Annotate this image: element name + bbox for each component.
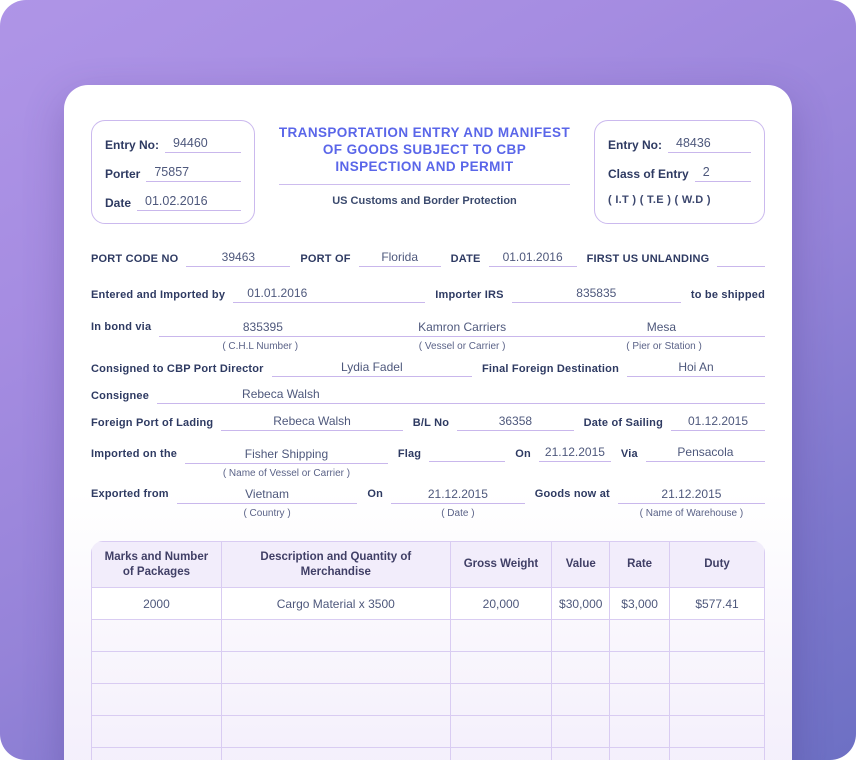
table-row-empty <box>92 652 765 684</box>
table-row <box>92 588 765 620</box>
empty-cell[interactable] <box>92 748 222 760</box>
row-port-code <box>91 250 765 267</box>
empty-cell[interactable] <box>450 716 552 748</box>
empty-cell[interactable] <box>92 652 222 684</box>
first-us-unlanding-label: FIRST US UNLANDING <box>586 253 710 265</box>
via-field[interactable]: Pensacola ​ <box>646 445 765 462</box>
entry-info-box-right <box>594 120 765 224</box>
empty-cell[interactable] <box>221 684 450 716</box>
cell-gross-weight[interactable]: 20,000 <box>450 588 552 620</box>
port-code-label: PORT CODE NO <box>91 253 179 265</box>
on1-field[interactable]: 21.12.2015 ​ <box>539 445 611 462</box>
empty-cell[interactable] <box>610 620 670 652</box>
cell-rate[interactable]: $3,000 <box>610 588 670 620</box>
consignee-label: Consignee <box>91 390 150 402</box>
port-code-field[interactable]: 39463 ​ <box>186 250 290 267</box>
empty-cell[interactable] <box>670 652 765 684</box>
empty-cell[interactable] <box>450 620 552 652</box>
date-row-label: DATE <box>450 253 481 265</box>
entered-imported-field[interactable]: 01.01.2016 ​ <box>233 286 425 303</box>
cell-duty[interactable]: $577.41 <box>670 588 765 620</box>
entry-no-label: Entry No: <box>105 138 159 152</box>
class-of-entry-field[interactable]: 2 <box>695 165 751 182</box>
imported-on-group <box>185 447 388 479</box>
empty-cell[interactable] <box>610 748 670 760</box>
exported-from-group <box>177 487 358 519</box>
col-gross-weight: Gross Weight <box>450 542 552 588</box>
form-title <box>269 124 580 175</box>
goods-now-field[interactable]: 21.12.2015 ​ <box>618 487 765 504</box>
imported-on-sublabel: ( Name of Vessel or Carrier ) <box>222 468 351 479</box>
chl-number-sublabel: ( C.H.L Number ) <box>222 341 299 352</box>
in-bond-via-group <box>159 320 765 352</box>
entered-imported-label: Entered and Imported by <box>91 289 226 301</box>
consigned-field[interactable]: Lydia Fadel ​ <box>272 360 472 377</box>
row-consignee <box>91 387 765 404</box>
importer-irs-field[interactable]: 835835 ​ <box>512 286 681 303</box>
form-title-line1: TRANSPORTATION ENTRY AND MANIFEST <box>278 125 571 140</box>
empty-cell[interactable] <box>92 684 222 716</box>
table-row-empty <box>92 716 765 748</box>
empty-cell[interactable] <box>450 684 552 716</box>
port-of-label: PORT OF <box>300 253 351 265</box>
cell-marks[interactable]: 2000 <box>92 588 222 620</box>
exported-from-label: Exported from <box>91 488 169 500</box>
in-bond-via-sublabels <box>159 337 765 352</box>
date-field[interactable]: 01.02.2016 <box>137 194 241 211</box>
class-of-entry-label: Class of Entry <box>608 167 689 181</box>
form-subtitle: US Customs and Border Protection <box>332 195 517 207</box>
empty-cell[interactable] <box>610 652 670 684</box>
title-block <box>255 120 594 224</box>
empty-cell[interactable] <box>450 652 552 684</box>
empty-cell[interactable] <box>552 652 610 684</box>
entry-info-box-left <box>91 120 255 224</box>
form-header <box>91 120 765 224</box>
chl-number-value[interactable]: 835395 ​ <box>163 320 362 334</box>
table-header-row <box>92 542 765 588</box>
empty-cell[interactable] <box>552 620 610 652</box>
imported-on-field[interactable]: Fisher Shipping ​ <box>185 447 388 464</box>
row-imported-on <box>91 445 765 479</box>
entry-no-right-label: Entry No: <box>608 138 662 152</box>
to-be-shipped-label: to be shipped <box>690 289 765 301</box>
col-description: Description and Quantity of Merchandise <box>221 542 450 588</box>
table-row-empty <box>92 620 765 652</box>
entry-no-right-field[interactable]: 48436 <box>668 136 751 153</box>
form-title-line2: OF GOODS SUBJECT TO CBP <box>322 142 527 157</box>
importer-irs-label: Importer IRS <box>435 289 504 301</box>
pier-station-sublabel: ( Pier or Station ) <box>626 341 702 352</box>
empty-cell[interactable] <box>552 748 610 760</box>
title-divider <box>279 184 570 185</box>
empty-cell[interactable] <box>670 748 765 760</box>
goods-now-label: Goods now at <box>534 488 610 500</box>
exported-from-field[interactable]: Vietnam ​ <box>177 487 358 504</box>
porter-field[interactable]: 75857 <box>146 165 241 182</box>
empty-cell[interactable] <box>221 716 450 748</box>
foreign-port-label: Foreign Port of Lading <box>91 417 214 429</box>
cell-description[interactable]: Cargo Material x 3500 <box>221 588 450 620</box>
empty-cell[interactable] <box>92 620 222 652</box>
col-duty: Duty <box>670 542 765 588</box>
row-in-bond-via <box>91 320 765 352</box>
foreign-port-field[interactable]: Rebeca Walsh ​ <box>221 414 402 431</box>
date-label: Date <box>105 196 132 210</box>
form-title-line3: INSPECTION AND PERMIT <box>335 159 514 174</box>
empty-cell[interactable] <box>670 620 765 652</box>
entry-type-codes: ( I.T ) ( T.E ) ( W.D ) <box>608 194 711 206</box>
consigned-label: Consigned to CBP Port Director <box>91 363 264 375</box>
bl-no-field[interactable]: 36358 ​ <box>457 414 573 431</box>
first-us-unlanding-field[interactable] <box>717 250 765 267</box>
table-row-empty <box>92 748 765 760</box>
vessel-carrier-sublabel: ( Vessel or Carrier ) <box>418 341 506 352</box>
row-foreign-port <box>91 414 765 431</box>
vessel-carrier-value[interactable]: Kamron Carriers ​ <box>363 320 562 334</box>
col-marks-packages: Marks and Number of Packages <box>92 542 222 588</box>
goods-now-group <box>618 487 765 519</box>
final-destination-label: Final Foreign Destination <box>481 363 619 375</box>
on2-group <box>391 487 525 519</box>
empty-cell[interactable] <box>670 716 765 748</box>
bl-no-label: B/L No <box>412 417 450 429</box>
entry-no-field[interactable]: 94460 <box>165 136 241 153</box>
empty-cell[interactable] <box>552 716 610 748</box>
flag-label: Flag <box>397 448 422 460</box>
on2-sublabel: ( Date ) <box>441 508 475 519</box>
row-exported-from <box>91 487 765 519</box>
on1-label: On <box>515 448 531 460</box>
pier-station-value[interactable]: Mesa ​ <box>562 320 761 334</box>
consignee-field[interactable]: Rebeca Walsh ​ <box>157 387 765 404</box>
empty-cell[interactable] <box>610 684 670 716</box>
empty-cell[interactable] <box>552 684 610 716</box>
in-bond-via-field[interactable] <box>159 320 765 337</box>
empty-cell[interactable] <box>221 748 450 760</box>
empty-cell[interactable] <box>610 716 670 748</box>
empty-cell[interactable] <box>221 620 450 652</box>
date-row-field[interactable]: 01.01.2016 ​ <box>489 250 577 267</box>
empty-cell[interactable] <box>92 716 222 748</box>
col-value: Value <box>552 542 610 588</box>
row-consigned <box>91 360 765 377</box>
form-card <box>64 85 792 760</box>
col-rate: Rate <box>610 542 670 588</box>
date-of-sailing-label: Date of Sailing <box>583 417 663 429</box>
porter-label: Porter <box>105 167 141 181</box>
empty-cell[interactable] <box>670 684 765 716</box>
final-destination-field[interactable]: Hoi An ​ <box>627 360 765 377</box>
port-of-field[interactable]: Florida ​ <box>359 250 441 267</box>
imported-on-label: Imported on the <box>91 448 178 460</box>
via-label: Via <box>620 448 638 460</box>
in-bond-via-label: In bond via <box>91 321 152 333</box>
row-entered-imported <box>91 286 765 303</box>
empty-cell[interactable] <box>450 748 552 760</box>
merchandise-table <box>91 541 765 760</box>
on2-field[interactable]: 21.12.2015 ​ <box>391 487 525 504</box>
table-row-empty <box>92 684 765 716</box>
flag-field[interactable] <box>429 445 505 462</box>
date-of-sailing-field[interactable]: 01.12.2015 ​ <box>671 414 765 431</box>
cell-value[interactable]: $30,000 <box>552 588 610 620</box>
exported-from-sublabel: ( Country ) <box>243 508 291 519</box>
empty-cell[interactable] <box>221 652 450 684</box>
goods-now-sublabel: ( Name of Warehouse ) <box>639 508 744 519</box>
on2-label: On <box>367 488 384 500</box>
